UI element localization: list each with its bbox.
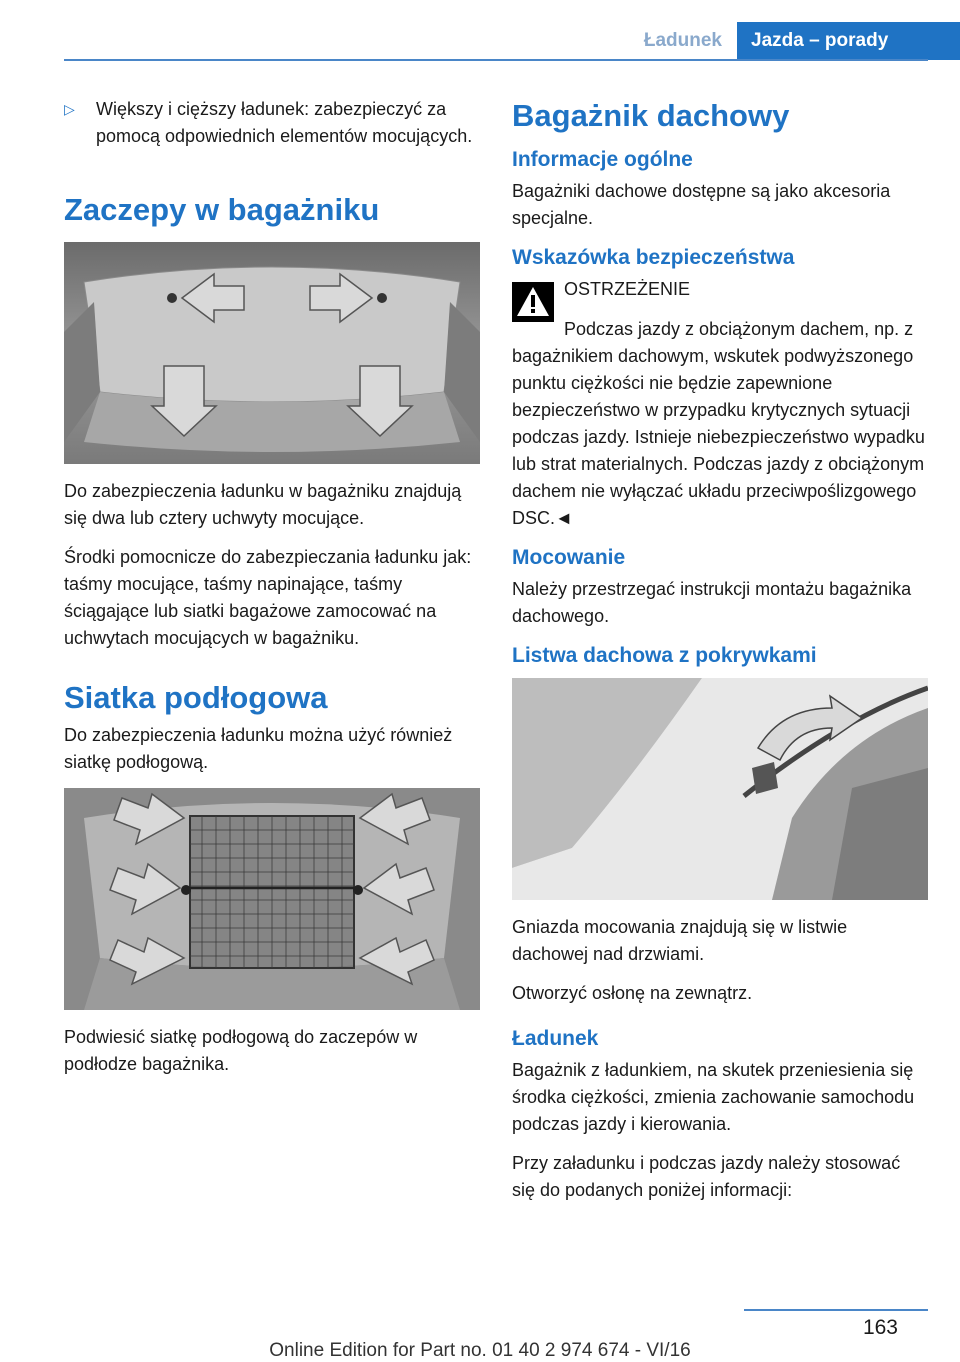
header-tab-ladunek: Ładunek xyxy=(643,30,722,51)
general-info-text: Bagażniki dachowe dostępne są jako akcesoria specjalne. xyxy=(512,181,891,228)
mounting-text: Należy przestrzegać instrukcji montażu bagażnika dachowego. xyxy=(512,579,912,626)
floor-net-text-1: Do zabezpieczenia ładunku można użyć również siatkę podłogową. xyxy=(64,725,453,772)
header-rule xyxy=(64,59,928,61)
footer-rule xyxy=(744,1309,928,1311)
subtitle-general-info: Informacje ogólne xyxy=(512,148,693,171)
footer-edition-text: Online Edition for Part no. 01 40 2 974 674 - VI/16 xyxy=(269,1340,691,1361)
floor-net-illustration xyxy=(64,788,480,1010)
bullet-item xyxy=(64,96,480,150)
trunk-hooks-text-2: Środki pomocnicze do zabezpieczania ładunku jak: taśmy mocujące, taśmy napinające, taśmy ściągające lub siatki bagażowe zamocować na uchwytach mocujących w bagażniku. xyxy=(64,547,472,648)
roof-rail-text-2: Otworzyć osłonę na zewnątrz. xyxy=(512,983,753,1003)
section-title-floor-net: Siatka podłogowa xyxy=(64,680,328,715)
floor-net-text-2: Podwiesić siatkę podłogową do zaczepów w podłodze bagażnika. xyxy=(64,1027,418,1074)
load-text-2: Przy załadunku i podczas jazdy należy stosować się do podanych poniżej informacji: xyxy=(512,1153,901,1200)
subtitle-load: Ładunek xyxy=(512,1027,599,1050)
load-text-1: Bagażnik z ładunkiem, na skutek przeniesienia się środka ciężkości, zmienia zachowanie samochodu podczas jazdy i kierowania. xyxy=(512,1060,915,1134)
roof-rail-illustration xyxy=(512,678,928,900)
roof-rail-text-1: Gniazda mocowania znajdują się w listwie dachowej nad drzwiami. xyxy=(512,917,848,964)
page-number: 163 xyxy=(862,1316,898,1339)
warning-label: OSTRZEŻENIE xyxy=(564,279,691,299)
subtitle-safety: Wskazówka bezpieczeństwa xyxy=(512,246,795,269)
section-title-roof-rack: Bagażnik dachowy xyxy=(512,98,790,133)
bullet-text: Większy i cięższy ładunek: zabezpieczyć za pomocą odpowiednich elementów mocujących. xyxy=(96,99,473,146)
warning-triangle-icon xyxy=(512,282,554,322)
section-title-trunk-hooks: Zaczepy w bagażniku xyxy=(64,192,380,227)
left-column xyxy=(64,96,480,1090)
net-mesh xyxy=(181,816,363,968)
header-tab-jazda-porady: Jazda – porady xyxy=(737,22,960,60)
subtitle-roof-rail: Listwa dachowa z pokrywkami xyxy=(512,644,817,667)
trunk-hooks-illustration xyxy=(64,242,480,464)
subtitle-mounting: Mocowanie xyxy=(512,546,626,569)
warning-text: Podczas jazdy z obciążonym dachem, np. z bagażnikiem dachowym, wskutek podwyższonego punktu ciężkości nie będzie zapewnione bezpieczeństwo w przypadku krytycznych sytuacji podczas jazdy. Istnieje niebezpieczeństwo wypadku lub strat materialnych. Podczas jazdy z obciążonym dachem nie wyłączać układu przeciwpoślizgowego DSC.◄ xyxy=(512,319,925,528)
trunk-hooks-text-1: Do zabezpieczenia ładunku w bagażniku znajdują się dwa lub cztery uchwyty mocujące. xyxy=(64,481,462,528)
right-column xyxy=(512,96,928,1216)
triangle-bullet-icon: ▷ xyxy=(64,101,75,117)
